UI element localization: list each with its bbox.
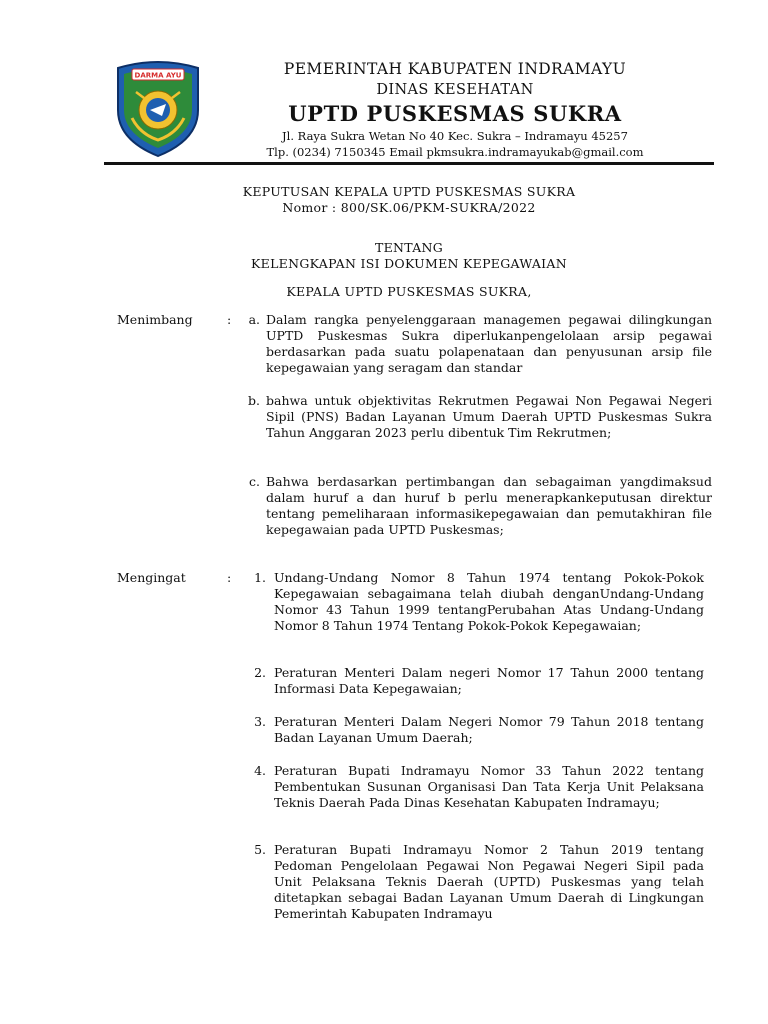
mengingat-marker-4: 4. — [254, 763, 266, 778]
mengingat-item-4: Peraturan Bupati Indramayu Nomor 33 Tahun 2022 tentang Pembentukan Susunan Organisasi Dan Tata Kerja Unit Pelaksana Teknis Daerah Pada Dinas Kesehatan Kabupaten Indramayu; — [274, 763, 704, 810]
menimbang-item-c: Bahwa berdasarkan pertimbangan dan sebagaiman yangdimaksud dalam huruf a dan huruf b perlu menerapkankeputusan direktur tentang pemeliharaan informasikepegawaian dan pemutakhiran file kepegawaian pada UPTD Puskesmas; — [266, 474, 712, 537]
menimbang-label: Menimbang — [117, 312, 193, 327]
decree-issuer: KEPALA UPTD PUSKESMAS SUKRA, — [286, 284, 532, 299]
menimbang-marker-a: a. — [248, 312, 260, 327]
menimbang-marker-b: b. — [248, 393, 260, 408]
mengingat-item-5: Peraturan Bupati Indramayu Nomor 2 Tahun 2019 tentang Pedoman Pengelolaan Pegawai Non Pegawai Negeri Sipil pada Unit Pelaksana Teknis Daerah (UPTD) Puskesmas yang telah ditetapkan sebagai Badan Layanan Umum Daerah di Lingkungan Pemerintah Kabupaten Indramayu — [274, 842, 704, 921]
mengingat-marker-5: 5. — [254, 842, 266, 857]
mengingat-colon: : — [227, 570, 232, 585]
mengingat-label: Mengingat — [117, 570, 186, 585]
mengingat-item-3: Peraturan Menteri Dalam Negeri Nomor 79 Tahun 2018 tentang Badan Layanan Umum Daerah; — [274, 714, 704, 745]
logo-banner-text: DARMA AYU — [134, 71, 182, 80]
mengingat-marker-2: 2. — [254, 665, 266, 680]
decree-title: KEPUTUSAN KEPALA UPTD PUSKESMAS SUKRA — [242, 184, 576, 199]
indramayu-regency-logo — [110, 58, 206, 158]
letterhead-government: PEMERINTAH KABUPATEN INDRAMAYU — [283, 60, 627, 78]
letterhead-contact: Tlp. (0234) 7150345 Email pkmsukra.indramayukab@gmail.com — [266, 145, 644, 159]
letterhead-department: DINAS KESEHATAN — [376, 82, 534, 98]
letterhead-address: Jl. Raya Sukra Wetan No 40 Kec. Sukra – Indramayu 45257 — [282, 129, 628, 143]
about-subject: KELENGKAPAN ISI DOKUMEN KEPEGAWAIAN — [251, 256, 567, 271]
menimbang-colon: : — [227, 312, 232, 327]
letterhead-divider — [104, 162, 714, 165]
menimbang-item-b: bahwa untuk objektivitas Rekrutmen Pegawai Non Pegawai Negeri Sipil (PNS) Badan Layanan Umum Daerah UPTD Puskesmas Sukra Tahun Anggaran 2023 perlu dibentuk Tim Rekrutmen; — [266, 393, 712, 440]
about-label: TENTANG — [374, 240, 444, 255]
menimbang-item-a: Dalam rangka penyelenggaraan managemen pegawai dilingkungan UPTD Puskesmas Sukra diperlukanpengelolaan arsip pegawai berdasarkan pada suatu polapenataan dan penyusunan arsip file kepegawaian yang seragam dan standar — [266, 312, 712, 375]
menimbang-marker-c: c. — [249, 474, 260, 489]
mengingat-item-2: Peraturan Menteri Dalam negeri Nomor 17 Tahun 2000 tentang Informasi Data Kepegawaian; — [274, 665, 704, 696]
decree-number: Nomor : 800/SK.06/PKM-SUKRA/2022 — [282, 200, 536, 215]
mengingat-item-1: Undang-Undang Nomor 8 Tahun 1974 tentang Pokok-Pokok Kepegawaian sebagaimana telah diubah denganUndang-Undang Nomor 43 Tahun 1999 tentangPerubahan Atas Undang-Undang Nomor 8 Tahun 1974 Tentang Pokok-Pokok Kepegawaian; — [274, 570, 704, 633]
mengingat-marker-3: 3. — [254, 714, 266, 729]
mengingat-marker-1: 1. — [254, 570, 266, 585]
letterhead-institution: UPTD PUSKESMAS SUKRA — [288, 101, 622, 126]
